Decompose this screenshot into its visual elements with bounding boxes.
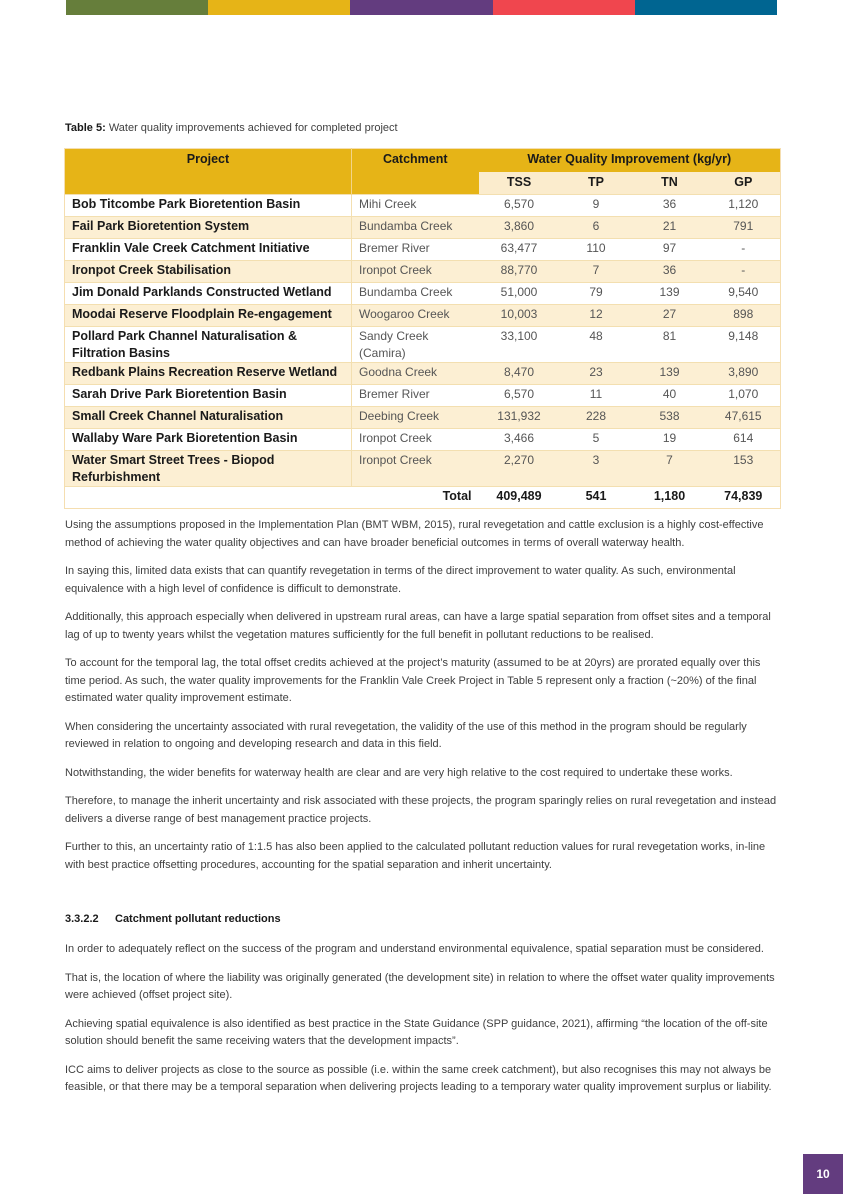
tss-value: 10,003 [479, 305, 560, 327]
tn-value: 19 [633, 429, 707, 451]
table-row [65, 195, 781, 217]
tss-value: 6,570 [479, 195, 560, 217]
brand-bar-segment [635, 0, 777, 15]
tp-value: 12 [560, 305, 633, 327]
tp-value: 23 [560, 363, 633, 385]
catchment-name: Mihi Creek [352, 195, 479, 217]
catchment-name: Bremer River [352, 239, 479, 261]
gp-value: 47,615 [707, 407, 781, 429]
table-row [65, 217, 781, 239]
section-heading [65, 913, 281, 925]
project-name: Pollard Park Channel Naturalisation & Filtration Basins [65, 327, 352, 363]
section-title: Catchment pollutant reductions [115, 913, 281, 925]
total-label: Total [65, 487, 479, 509]
table-caption-label: Table 5: [65, 122, 106, 134]
table-row [65, 451, 781, 487]
total-tss: 409,489 [479, 487, 560, 509]
total-tp: 541 [560, 487, 633, 509]
page-number: 10 [803, 1154, 843, 1194]
tn-value: 139 [633, 363, 707, 385]
paragraph: When considering the uncertainty associated with rural revegetation, the validity of the use of this method in the program should be regularly reviewed in relation to ongoing and developing research and data in this field. [65, 720, 747, 750]
total-tn: 1,180 [633, 487, 707, 509]
section-number: 3.3.2.2 [65, 913, 99, 925]
gp-value: 153 [707, 451, 781, 487]
project-name: Small Creek Channel Naturalisation [65, 407, 352, 429]
project-name: Bob Titcombe Park Bioretention Basin [65, 195, 352, 217]
project-name: Franklin Vale Creek Catchment Initiative [65, 239, 352, 261]
brand-bar-segment [350, 0, 492, 15]
tss-value: 33,100 [479, 327, 560, 363]
water-quality-table [64, 148, 781, 509]
project-name: Wallaby Ware Park Bioretention Basin [65, 429, 352, 451]
body-text-section-a [65, 517, 781, 885]
tn-value: 27 [633, 305, 707, 327]
table-caption-text: Water quality improvements achieved for completed project [105, 122, 398, 134]
tp-value: 48 [560, 327, 633, 363]
gp-value: 1,070 [707, 385, 781, 407]
catchment-name: Sandy Creek (Camira) [352, 327, 479, 363]
header-tn: TN [633, 172, 707, 195]
tp-value: 11 [560, 385, 633, 407]
header-project: Project [65, 149, 352, 195]
gp-value: - [707, 261, 781, 283]
table-row [65, 261, 781, 283]
tss-value: 6,570 [479, 385, 560, 407]
table-row [65, 407, 781, 429]
table-total-row [65, 487, 781, 509]
tss-value: 8,470 [479, 363, 560, 385]
tss-value: 131,932 [479, 407, 560, 429]
catchment-name: Ironpot Creek [352, 451, 479, 487]
tp-value: 228 [560, 407, 633, 429]
tss-value: 2,270 [479, 451, 560, 487]
table-row [65, 385, 781, 407]
paragraph: Achieving spatial equivalence is also identified as best practice in the State Guidance (SPP guidance, 2021), affirming “the location of the off-site solution should benefit the same receiving waters that the development impacts”. [65, 1017, 768, 1047]
project-name: Fail Park Bioretention System [65, 217, 352, 239]
gp-value: 9,148 [707, 327, 781, 363]
tp-value: 9 [560, 195, 633, 217]
paragraph: Additionally, this approach especially when delivered in upstream rural areas, can have a large spatial separation from offset sites and a temporal lag of up to twenty years whilst the vegetation matures sufficiently for the full benefit in pollutant reductions to be realised. [65, 611, 771, 641]
table-row [65, 363, 781, 385]
tn-value: 81 [633, 327, 707, 363]
gp-value: 3,890 [707, 363, 781, 385]
table-row [65, 327, 781, 363]
brand-bar-segment [66, 0, 208, 15]
tss-value: 63,477 [479, 239, 560, 261]
tss-value: 88,770 [479, 261, 560, 283]
tn-value: 40 [633, 385, 707, 407]
brand-bar-segment [493, 0, 635, 15]
paragraph: Further to this, an uncertainty ratio of 1:1.5 has also been applied to the calculated pollutant reduction values for rural revegetation works, in-line with best practice offsetting procedures, accounting for the spatial separation and inherit uncertainty. [65, 841, 766, 871]
gp-value: 9,540 [707, 283, 781, 305]
project-name: Redbank Plains Recreation Reserve Wetland [65, 363, 352, 385]
catchment-name: Ironpot Creek [352, 261, 479, 283]
total-gp: 74,839 [707, 487, 781, 509]
header-gp: GP [707, 172, 781, 195]
tn-value: 538 [633, 407, 707, 429]
table-row [65, 283, 781, 305]
gp-value: 898 [707, 305, 781, 327]
table-caption [65, 122, 398, 134]
catchment-name: Goodna Creek [352, 363, 479, 385]
paragraph: In saying this, limited data exists that can quantify revegetation in terms of the direct improvement to water quality. As such, environmental equivalence with a high level of confidence is difficult to demonstrate. [65, 565, 736, 595]
tp-value: 79 [560, 283, 633, 305]
tss-value: 51,000 [479, 283, 560, 305]
paragraph: ICC aims to deliver projects as close to the source as possible (i.e. within the same creek catchment), but also recognises this may not always be feasible, or that there may be a temporal separation when delivering projects leading to a temporary water quality improvement surplus or liability. [65, 1063, 772, 1093]
tp-value: 5 [560, 429, 633, 451]
project-name: Ironpot Creek Stabilisation [65, 261, 352, 283]
catchment-name: Bremer River [352, 385, 479, 407]
tn-value: 21 [633, 217, 707, 239]
project-name: Sarah Drive Park Bioretention Basin [65, 385, 352, 407]
header-water-quality-improvement: Water Quality Improvement (kg/yr) [479, 149, 781, 173]
tn-value: 97 [633, 239, 707, 261]
gp-value: 614 [707, 429, 781, 451]
tp-value: 110 [560, 239, 633, 261]
paragraph: That is, the location of where the liability was originally generated (the development site) in relation to where the offset water quality improvements were achieved (offset project site). [65, 971, 775, 1001]
catchment-name: Bundamba Creek [352, 217, 479, 239]
brand-color-bar [66, 0, 777, 15]
gp-value: 791 [707, 217, 781, 239]
header-catchment: Catchment [352, 149, 479, 195]
gp-value: 1,120 [707, 195, 781, 217]
table-body [65, 195, 781, 509]
tp-value: 3 [560, 451, 633, 487]
paragraph: Therefore, to manage the inherit uncertainty and risk associated with these projects, the program sparingly relies on rural revegetation and instead delivers a diverse range of best management practice projects. [65, 795, 777, 825]
gp-value: - [707, 239, 781, 261]
tss-value: 3,466 [479, 429, 560, 451]
header-tss: TSS [479, 172, 560, 195]
table-row [65, 239, 781, 261]
tss-value: 3,860 [479, 217, 560, 239]
catchment-name: Ironpot Creek [352, 429, 479, 451]
project-name: Moodai Reserve Floodplain Re-engagement [65, 305, 352, 327]
table-row [65, 429, 781, 451]
brand-bar-segment [208, 0, 350, 15]
catchment-name: Bundamba Creek [352, 283, 479, 305]
tn-value: 36 [633, 195, 707, 217]
paragraph: Using the assumptions proposed in the Implementation Plan (BMT WBM, 2015), rural revegetation and cattle exclusion is a highly cost-effective method of achieving the water quality objectives and can have broader beneficial outcomes in terms of overall waterway health. [65, 519, 764, 549]
project-name: Water Smart Street Trees - Biopod Refurbishment [65, 451, 352, 487]
paragraph: Notwithstanding, the wider benefits for waterway health are clear and are very high relative to the cost required to undertake these works. [65, 766, 733, 779]
tp-value: 6 [560, 217, 633, 239]
catchment-name: Woogaroo Creek [352, 305, 479, 327]
project-name: Jim Donald Parklands Constructed Wetland [65, 283, 352, 305]
catchment-name: Deebing Creek [352, 407, 479, 429]
body-text-section-b [65, 941, 781, 1108]
tn-value: 36 [633, 261, 707, 283]
paragraph: In order to adequately reflect on the success of the program and understand environmental equivalence, spatial separation must be considered. [65, 943, 764, 955]
table-row [65, 305, 781, 327]
tn-value: 139 [633, 283, 707, 305]
tp-value: 7 [560, 261, 633, 283]
header-tp: TP [560, 172, 633, 195]
paragraph: To account for the temporal lag, the total offset credits achieved at the project’s maturity (assumed to be at 20yrs) are prorated equally over this time period. As such, the water quality improvements for the Franklin Vale Creek Project in Table 5 represent only a fraction (~20%) of the final estimated water quality improvement estimate. [65, 657, 761, 704]
tn-value: 7 [633, 451, 707, 487]
